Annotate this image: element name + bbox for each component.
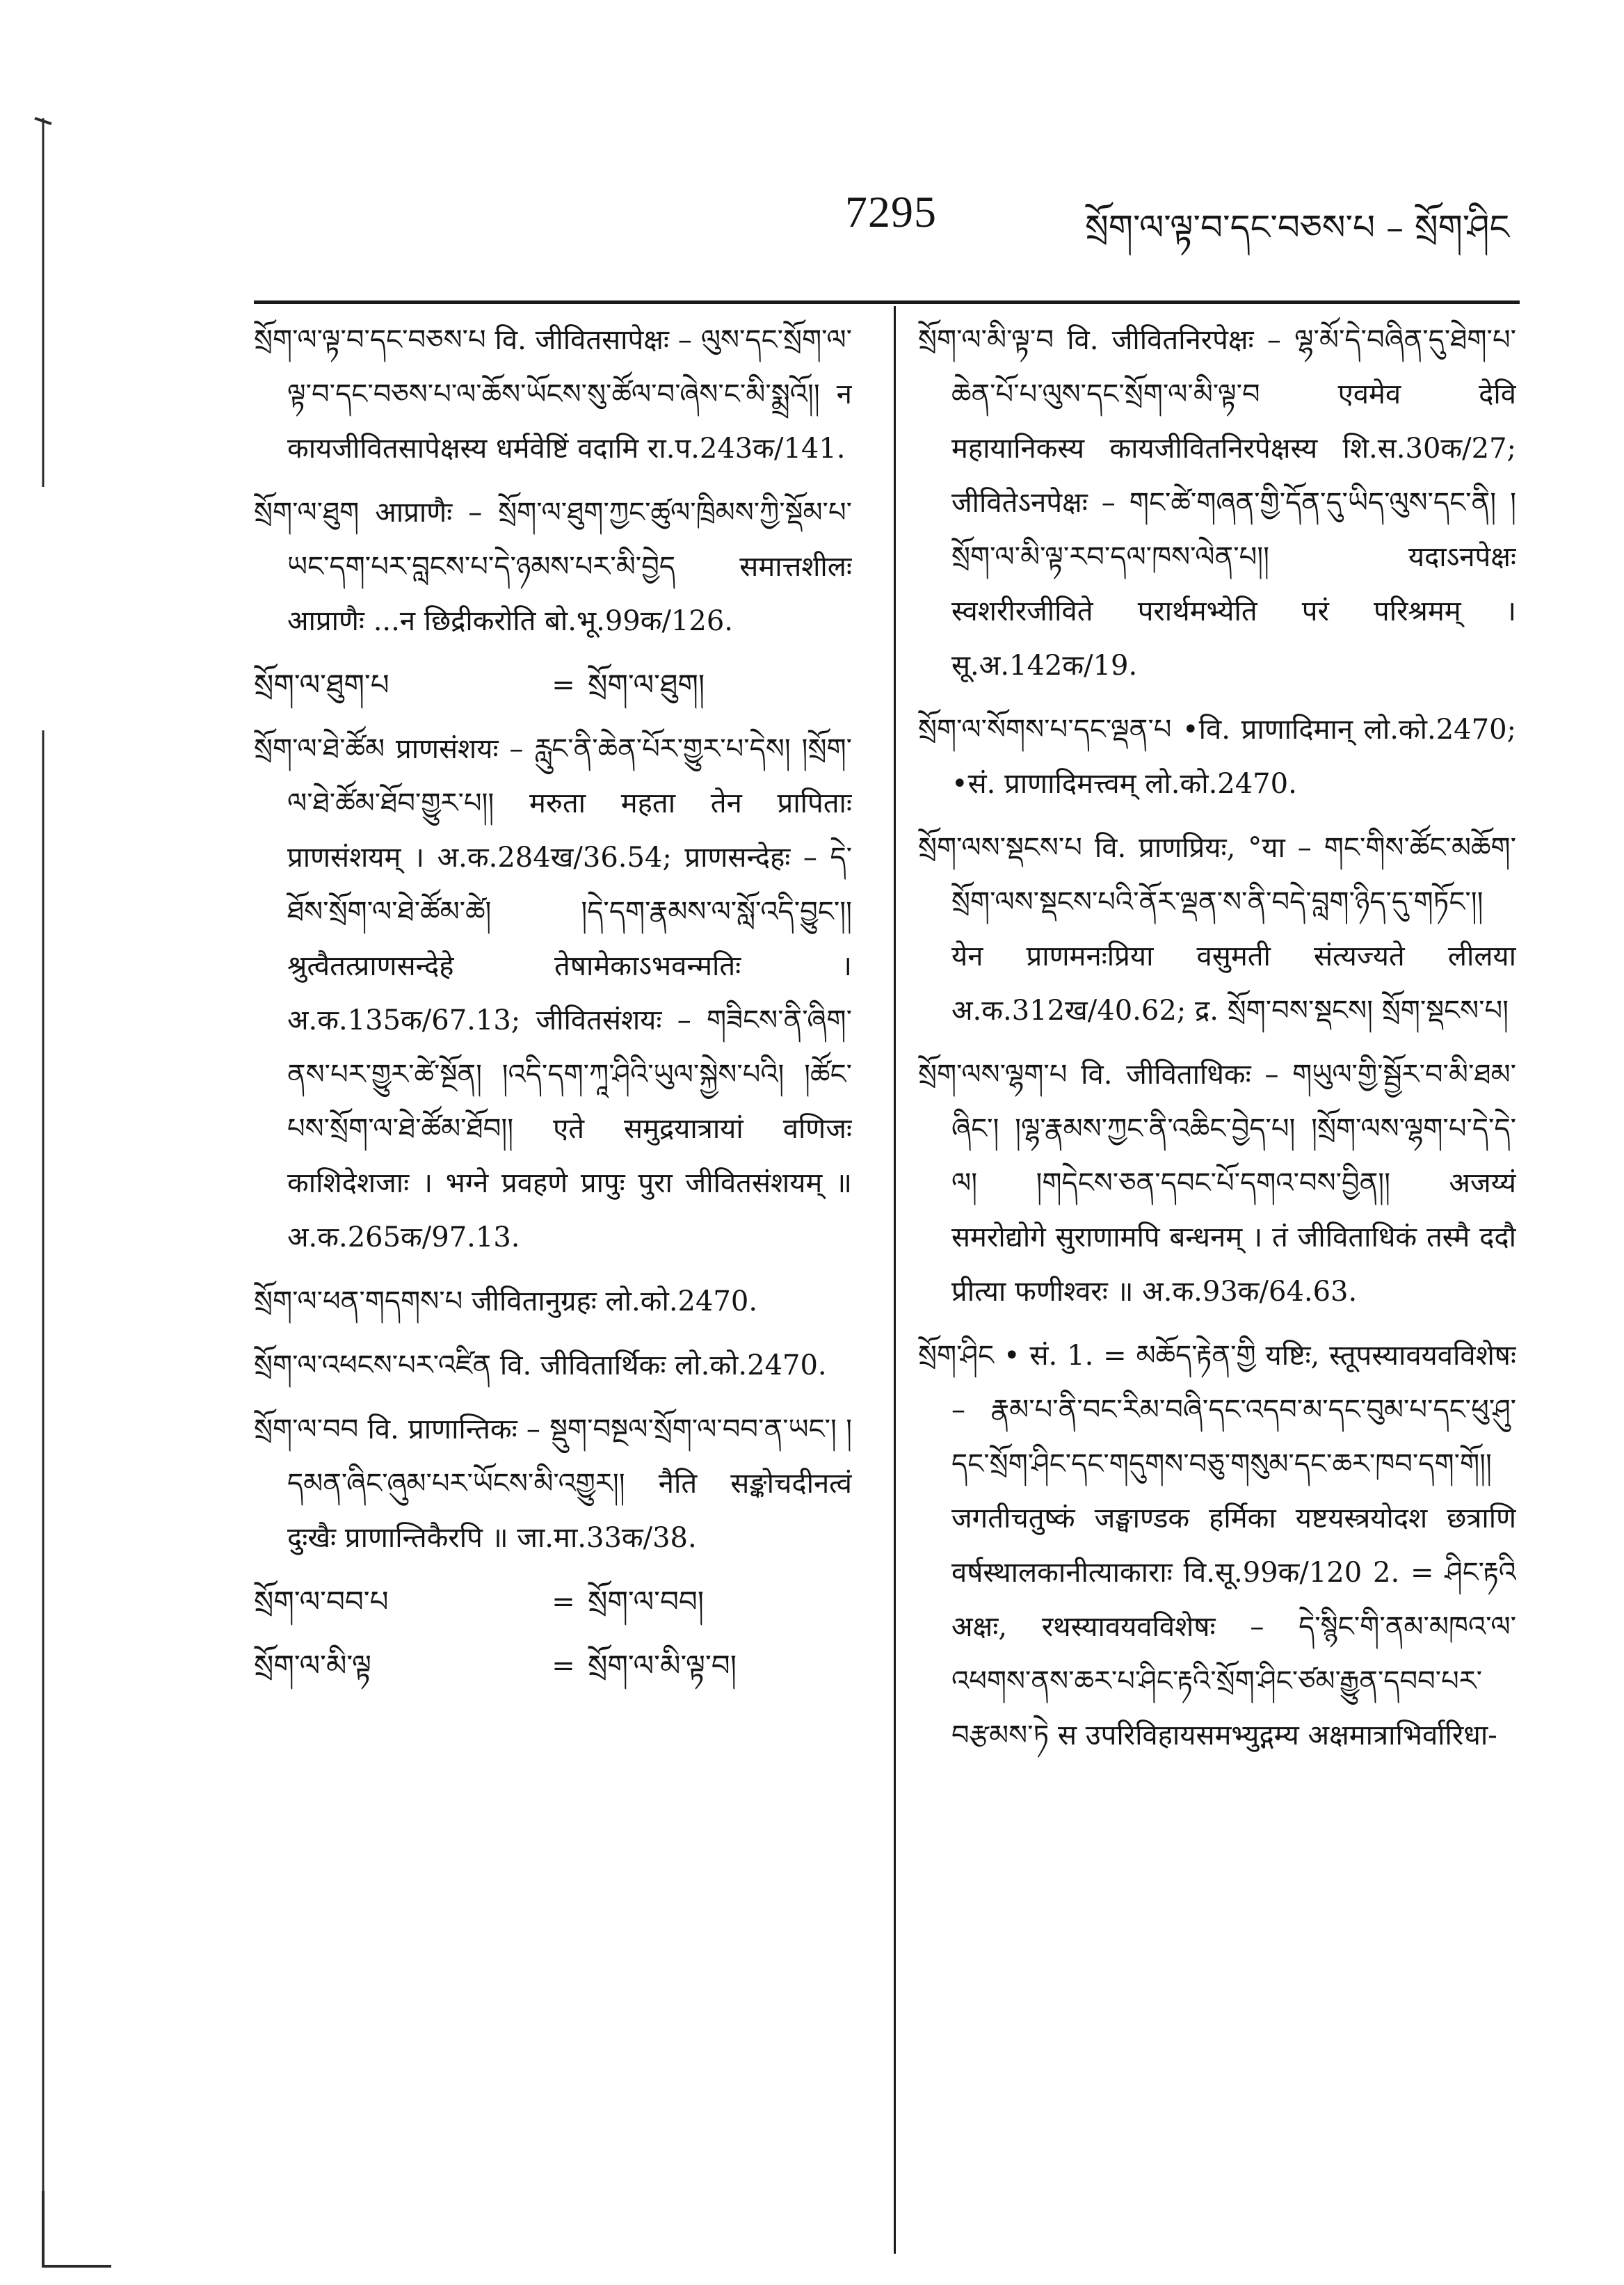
xref-equals: =	[552, 1650, 575, 1682]
xref-target: སྲོག་ལ་ཐུག།	[588, 668, 705, 702]
dictionary-entry: སྲོག་ཤིང • सं. 1. = མཆོད་རྟེན་གྱི यष्टिः, स्तूपस्यावयवविशेषः – རྣམ་པ་ནི་བང་རིམ་བཞི་དང་འདབ་མ་དང་བུམ་པ་དང་ཕུ་ཤུ་དང་སྲོག་ཤིང་དང་གདུགས་བཅུ་གསུམ་དང་ཆར་ཁབ་དག་གོ།། जगतीचतुष्कं जङ्घाण्डक हर्मिका यष्टयस्त्रयोदश छत्राणि वर्षस्थालकानीत्याकाराः वि.सू.99क/120 2. = ཤིང་རྟའི अक्षः, रथस्यावयवविशेषः – དེ་སྙིང་གི་ནམ་མཁའ་ལ་འཕགས་ནས་ཆར་པ་ཤིང་རྟའི་སྲོག་ཤིང་ཙམ་རྒྱུན་དབབ་པར་བརྩམས་ཏེ स उपरिविहायसमभ्युद्गम्य अक्षमात्राभिर्वारिधा-	[918, 1340, 1516, 1751]
dictionary-entry: སྲོག་ལ་བབ वि. प्राणान्तिकः – སྡུག་བསྔལ་སྲོག་ལ་བབ་ན་ཡང་། །དམན་ཞིང་ཞུམ་པར་ཡོངས་མི་འགྱུར།། नैति सङ्कोचदीनत्वं दुःखैः प्राणान्तिकैरपि ॥ जा.मा.33क/38.	[254, 1413, 852, 1554]
running-head: སྲོག་ལ་ལྟ་བ་དང་བཅས་པ – སྲོག་ཤིང	[1085, 207, 1510, 248]
xref-target: སྲོག་ལ་བབ།	[588, 1585, 705, 1619]
binding-foot	[43, 2191, 111, 2266]
column-divider	[894, 306, 896, 2254]
xref-equals: =	[552, 1586, 575, 1618]
cross-reference-entry	[254, 1639, 852, 1693]
left-column	[254, 313, 852, 2254]
dictionary-entry: སྲོག་ལས་ལྷག་པ वि. जीविताधिकः – གཡུལ་གྱི་སྦྱོར་བ་མི་ཐམ་ཞིང་། །ལྷ་རྣམས་ཀྱང་ནི་འཆིང་བྱེད་པ། །སྲོག་ལས་ལྷག་པ་དེ་དེ་ལ། །གདེངས་ཅན་དབང་པོ་དགའ་བས་བྱིན།། अजय्यं समरोद्योगे सुराणामपि बन्धनम् । तं जीविताधिकं तस्मै ददौ प्रीत्या फणीश्वरः ॥ अ.क.93क/64.63.	[918, 1059, 1516, 1308]
xref-target: སྲོག་ལ་མི་ལྟ་བ།	[588, 1649, 737, 1683]
header-rule	[254, 300, 1520, 304]
right-column	[918, 313, 1516, 2254]
xref-equals: =	[552, 669, 575, 701]
cross-reference-entry	[254, 1575, 852, 1629]
dictionary-entry: སྲོག་ལ་ཐེ་ཚོམ प्राणसंशयः – རླུང་ནི་ཆེན་པོར་གྱུར་པ་དེས། །སྲོག་ལ་ཐེ་ཚོམ་ཐོབ་གྱུར་པ།། मरुता महता तेन प्रापिताः प्राणसंशयम् । अ.क.284ख/36.54; प्राणसन्देहः – དེ་ཐོས་སྲོག་ལ་ཐེ་ཚོམ་ཚེ། །དེ་དག་རྣམས་ལ་སློ་འདི་བྱུང་།། श्रुत्वैतत्प्राणसन्देहे तेषामेकाऽभवन्मतिः । अ.क.135क/67.13; जीवितसंशयः – གཟིངས་ནི་ཞིག་ནས་པར་གྱུར་ཚེ་སྔོན། །འདི་དག་ཀཱ་ཤིའི་ཡུལ་སྐྱེས་པའི། །ཚོང་པས་སྲོག་ལ་ཐེ་ཚོམ་ཐོབ།། एते समुद्रयात्रायां वणिजः काशिदेशजाः । भग्ने प्रवहणे प्रापुः पुरा जीवितसंशयम् ॥ अ.क.265क/97.13.	[254, 733, 852, 1253]
page-header	[0, 179, 1624, 256]
dictionary-entry: སྲོག་ལ་ཕན་གདགས་པ जीवितानुग्रहः लो.को.2470.	[254, 1285, 758, 1317]
xref-headword: སྲོག་ལ་མི་ལྟ	[254, 1649, 371, 1683]
dictionary-entry: སྲོག་ལ་ལྟ་བ་དང་བཅས་པ वि. जीवितसापेक्षः – ལུས་དང་སྲོག་ལ་ལྟ་བ་དང་བཅས་པ་ལ་ཆོས་ཡོངས་སུ་ཚོལ་བ་ཞེས་ང་མི་སྨྲའོ།། न कायजीवितसापेक्षस्य धर्मवेष्टिं वदामि रा.प.243क/141.	[254, 324, 852, 465]
dictionary-entry: སྲོག་ལ་སོགས་པ་དང་ལྡན་པ •वि. प्राणादिमान् लो.को.2470; •सं. प्राणादिमत्त्वम् लो.को.2470.	[918, 714, 1516, 800]
xref-headword: སྲོག་ལ་ཐུག་པ	[254, 668, 389, 702]
page-number: 7295	[845, 187, 937, 236]
dictionary-entry: སྲོག་ལ་མི་ལྟ་བ वि. जीवितनिरपेक्षः – ལྷ་མོ་དེ་བཞིན་དུ་ཐེག་པ་ཆེན་པོ་པ་ལུས་དང་སྲོག་ལ་མི་ལྟ་བ एवमेव देवि महायानिकस्य कायजीवितनिरपेक्षस्य शि.स.30क/27; जीवितेऽनपेक्षः – གང་ཚེ་གཞན་གྱི་དོན་དུ་ཡིད་ལུས་དང་ནི། །སྲོག་ལ་མི་ལྟ་རབ་དལ་ཁས་ལེན་པ།། यदाऽनपेक्षः स्वशरीरजीविते परार्थमभ्येति परं परिश्रमम् । सू.अ.142क/19.	[918, 324, 1516, 682]
dictionary-entry: སྲོག་ལ་འཕངས་པར་འཛིན वि. जीवितार्थिकः लो.को.2470.	[254, 1349, 827, 1381]
dictionary-entry: སྲོག་ལས་སྡངས་པ वि. प्राणप्रियः, °या – གང་གིས་ཚོང་མཆོག་སྲོག་ལས་སྡངས་པའི་ནོར་ལྡན་ས་ནི་བདེ་བླག་ཉིད་དུ་གཏོང་།། येन प्राणमनःप्रिया वसुमती संत्यज्यते लीलया अ.क.312ख/40.62; द्र. སྲོག་བས་སྡངས། སྲོག་སྡངས་པ།	[918, 832, 1516, 1027]
cross-reference-entry	[254, 658, 852, 712]
xref-headword: སྲོག་ལ་བབ་པ	[254, 1585, 389, 1619]
dictionary-entry: སྲོག་ལ་ཐུག आप्राणैः – སྲོག་ལ་ཐུག་ཀྱང་ཚུལ་ཁྲིམས་ཀྱི་སྡོམ་པ་ཡང་དག་པར་བླངས་པ་དེ་ཉམས་པར་མི་བྱེད समात्तशीलः आप्राणैः ...न छिद्रीकरोति बो.भू.99क/126.	[254, 497, 852, 637]
